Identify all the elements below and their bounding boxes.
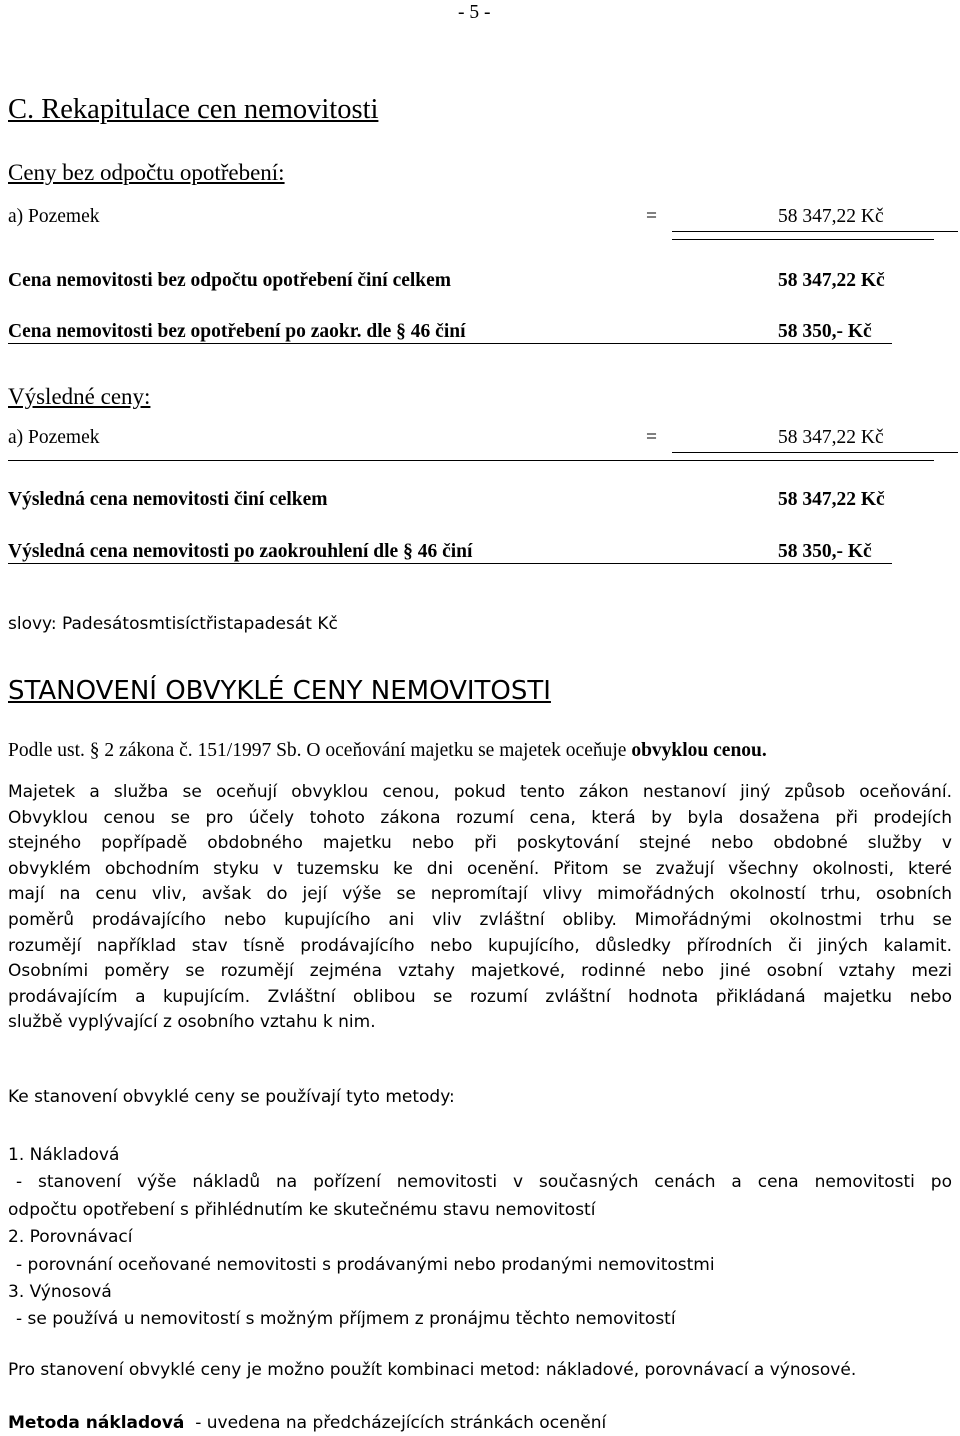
method-2-name: 2. Porovnávací xyxy=(8,1227,133,1248)
section-title: C. Rekapitulace cen nemovitosti xyxy=(8,94,379,125)
cost-method-note xyxy=(8,1413,606,1433)
paragraph-line: mají na cenu vliv, avšak do její výše se nepromítají vlivy mimořádných okolností trhu, osobních xyxy=(8,884,952,905)
value-underline-second xyxy=(672,239,934,240)
total-value: 58 347,22 Kč xyxy=(778,270,885,291)
final-prices-heading: Výsledné ceny: xyxy=(8,384,151,409)
method-2-desc: - porovnání oceňované nemovitosti s prodávanými nebo prodanými nemovitostmi xyxy=(16,1254,715,1275)
cost-method-rest: - uvedena na předcházejících stránkách ocenění xyxy=(184,1413,607,1433)
method-3-name: 3. Výnosová xyxy=(8,1282,112,1303)
final-rounded-underline xyxy=(8,563,892,564)
paragraph-line: Majetek a služba se oceňují obvyklou cenou, pokud tento zákon nestanoví jiný způsob oceňování. xyxy=(8,782,952,802)
final-separator-line xyxy=(8,460,934,461)
paragraph-line: stejného popřípadě obdobného majetku nebo při poskytování stejné nebo obdobné služby v xyxy=(8,833,952,854)
usual-price-paragraph xyxy=(8,780,952,1036)
paragraph-line: prodávajícím a kupujícím. Zvláštní oblibou se rozumí zvláštní hodnota přikládaná majetku nebo xyxy=(8,986,952,1007)
page-number: - 5 - xyxy=(458,2,491,23)
paragraph-line: obvyklém obchodním styku v tuzemsku ke dni ocenění. Přitom se zvažují všechny okolnosti, které xyxy=(8,858,952,879)
final-total-value: 58 347,22 Kč xyxy=(778,489,885,510)
final-equals-sign: = xyxy=(646,427,657,448)
method-1-desc: - stanovení výše nákladů na pořízení nemovitosti v současných cenách a cena nemovitosti po xyxy=(16,1172,952,1193)
rounded-value: 58 350,- Kč xyxy=(778,321,872,342)
methods-list xyxy=(8,1142,952,1334)
prices-no-depr-heading: Ceny bez odpočtu opotřebení: xyxy=(8,160,285,185)
combination-note: Pro stanovení obvyklé ceny je možno použít kombinaci metod: nákladové, porovnávací a výnosové. xyxy=(8,1360,857,1380)
method-3-desc: - se používá u nemovitostí s možným příjmem z pronájmu těchto nemovitostí xyxy=(16,1309,676,1330)
pozemek-label: a) Pozemek xyxy=(8,206,100,227)
paragraph-line: Osobními poměry se rozumějí zejména vztahy majetkové, rodinné nebo jiné osobní vztahy mezi xyxy=(8,961,952,982)
cost-method-bold: Metoda nákladová xyxy=(8,1413,185,1433)
final-rounded-value: 58 350,- Kč xyxy=(778,541,872,562)
law-reference-text: Podle ust. § 2 zákona č. 151/1997 Sb. O oceňování majetku se majetek oceňuje xyxy=(8,740,632,761)
law-reference-bold: obvyklou cenou. xyxy=(631,740,767,761)
final-pozemek-value: 58 347,22 Kč xyxy=(778,427,884,448)
method-1-desc-cont: odpočtu opotřebení s přihlédnutím ke skutečnému stavu nemovitostí xyxy=(8,1199,596,1220)
total-label: Cena nemovitosti bez odpočtu opotřebení činí celkem xyxy=(8,270,452,291)
equals-sign: = xyxy=(646,206,657,227)
pozemek-value: 58 347,22 Kč xyxy=(778,206,884,227)
methods-intro: Ke stanovení obvyklé ceny se používají tyto metody: xyxy=(8,1087,455,1107)
rounded-label: Cena nemovitosti bez opotřebení po zaokr. dle § 46 činí xyxy=(8,321,466,342)
final-pozemek-label: a) Pozemek xyxy=(8,427,100,448)
price-in-words: slovy: Padesátosmtisíctřistapadesát Kč xyxy=(8,614,338,634)
rounded-underline xyxy=(8,343,892,344)
paragraph-line: Obvyklou cenou se pro účely tohoto zákona rozumí cena, která by byla dosažena při prodejích xyxy=(8,807,952,828)
value-underline xyxy=(672,231,958,232)
final-value-underline xyxy=(672,452,958,453)
method-1-name: 1. Nákladová xyxy=(8,1145,120,1165)
paragraph-line: rozumějí například stav tísně prodávajícího nebo kupujícího, důsledky přírodních či jiných kalamit. xyxy=(8,935,952,956)
law-reference xyxy=(8,740,767,762)
paragraph-line: poměrů prodávajícího nebo kupujícího ani vliv zvláštní obliby. Mimořádnými okolnostmi trhu se xyxy=(8,909,952,930)
paragraph-line-last: službě vyplývající z osobního vztahu k nim. xyxy=(8,1012,376,1033)
final-rounded-label: Výsledná cena nemovitosti po zaokrouhlení dle § 46 činí xyxy=(8,541,473,562)
usual-price-heading: STANOVENÍ OBVYKLÉ CENY NEMOVITOSTI xyxy=(8,676,551,706)
final-total-label: Výsledná cena nemovitosti činí celkem xyxy=(8,489,328,510)
